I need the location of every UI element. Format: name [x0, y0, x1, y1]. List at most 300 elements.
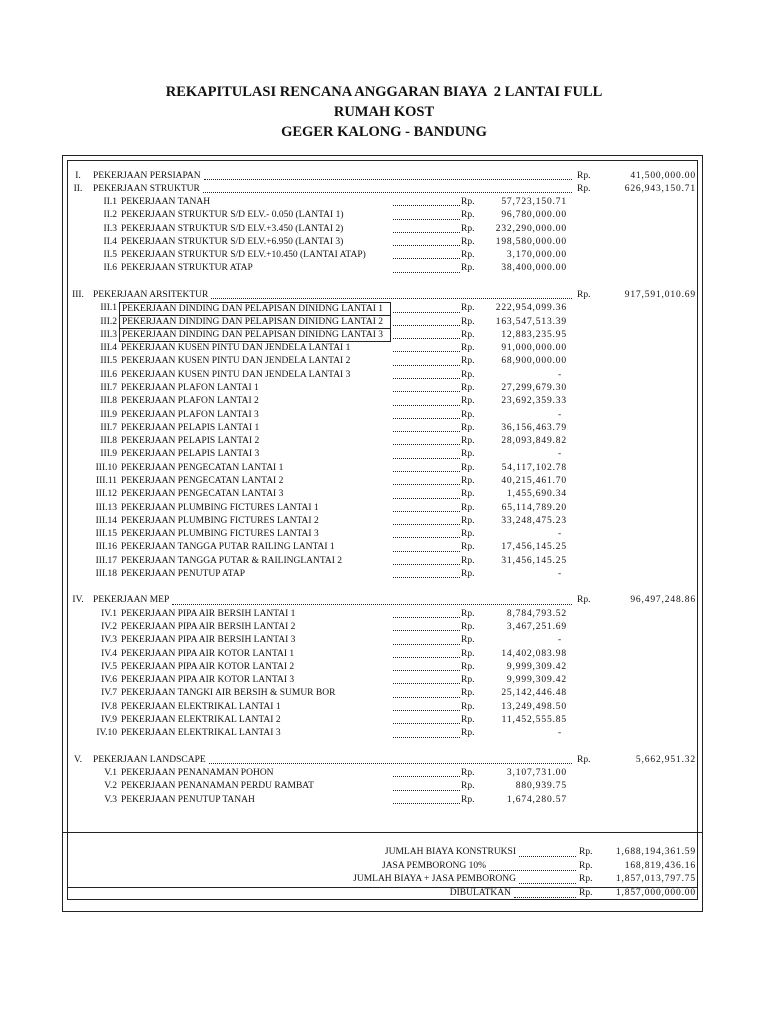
dot-leader	[393, 776, 460, 777]
currency-label: Rp.	[461, 661, 475, 672]
currency-label: Rp.	[577, 170, 591, 181]
item-label: PEKERJAAN DINDING DAN PELAPISAN DINIDNG LANTAI 1	[119, 302, 391, 315]
section-label: PEKERJAAN PERSIAPAN	[93, 170, 201, 181]
item-code: III.16	[95, 542, 117, 553]
currency-label: Rp.	[577, 595, 591, 606]
item-row	[0, 196, 768, 209]
item-code: III.15	[95, 529, 117, 540]
item-row	[0, 714, 768, 727]
summary-label: DIBULATKAN	[449, 888, 511, 899]
dot-leader	[393, 471, 460, 472]
dot-leader	[393, 272, 460, 273]
item-amount: 17,456,145.25	[501, 542, 567, 553]
item-row	[0, 648, 768, 661]
section-number: IV.	[72, 595, 84, 606]
dot-leader	[393, 657, 460, 658]
item-amount: 25,142,446.48	[501, 688, 567, 699]
summary-row	[0, 873, 768, 887]
item-amount: -	[557, 369, 562, 380]
dot-leader	[393, 205, 460, 206]
dot-leader	[393, 338, 460, 339]
currency-label: Rp.	[461, 635, 475, 646]
currency-label: Rp.	[461, 356, 475, 367]
item-code: III.12	[95, 489, 117, 500]
summary-row	[0, 887, 768, 901]
item-label: PEKERJAAN PIPA AIR BERSIH LANTAI 2	[121, 622, 296, 633]
item-code: V.2	[104, 781, 117, 792]
item-code: IV.8	[101, 701, 117, 712]
dot-leader	[393, 458, 460, 459]
section-row	[0, 170, 768, 183]
item-amount: -	[557, 635, 562, 646]
summary-row	[0, 846, 768, 860]
item-code: II.5	[103, 250, 117, 261]
item-code: IV.3	[101, 635, 117, 646]
dot-leader	[204, 179, 572, 180]
summary-totals	[0, 846, 768, 902]
item-amount: 14,402,083.98	[501, 648, 567, 659]
summary-label: JASA PEMBORONG 10%	[382, 861, 486, 872]
title-line-1: REKAPITULASI RENCANA ANGGARAN BIAYA 2 LANTAI FULL	[165, 84, 603, 100]
item-amount: 1,455,690.34	[506, 489, 567, 500]
dot-leader	[393, 617, 460, 618]
currency-label: Rp.	[461, 555, 475, 566]
item-row	[0, 794, 768, 807]
dot-leader	[393, 219, 460, 220]
summary-label-group	[270, 860, 576, 874]
item-label: PEKERJAAN TANGGA PUTAR RAILING LANTAI 1	[121, 542, 335, 553]
item-amount: 9,999,309.42	[506, 675, 567, 686]
section-amount: 96,497,248.86	[630, 595, 696, 606]
item-label: PEKERJAAN PLUMBING FICTURES LANTAI 3	[121, 529, 319, 540]
item-code: III.1	[100, 303, 117, 314]
section-row	[0, 289, 768, 302]
item-amount: 880,939.75	[515, 781, 567, 792]
dot-leader	[393, 405, 460, 406]
currency-label: Rp.	[461, 515, 475, 526]
dot-leader	[393, 444, 460, 445]
section-amount: 626,943,150.71	[624, 183, 696, 194]
item-row	[0, 462, 768, 475]
currency-label: Rp.	[461, 236, 475, 247]
item-label: PEKERJAAN STRUKTUR S/D ELV.+3.450 (LANTAI 2)	[121, 223, 344, 234]
currency-label: Rp.	[461, 223, 475, 234]
item-label: PEKERJAAN TANAH	[121, 197, 211, 208]
item-amount: 57,723,150.71	[501, 197, 567, 208]
item-label: PEKERJAAN STRUKTUR S/D ELV.+10.450 (LANTAI ATAP)	[121, 250, 366, 261]
currency-label: Rp.	[461, 250, 475, 261]
currency-label: Rp.	[461, 728, 475, 739]
currency-label: Rp.	[577, 290, 591, 301]
dot-leader	[172, 604, 572, 605]
section-label: PEKERJAAN LANDSCAPE	[93, 754, 206, 765]
item-amount: 36,156,463.79	[501, 422, 567, 433]
dot-leader	[393, 737, 460, 738]
dot-leader	[393, 537, 460, 538]
item-code: III.9	[100, 409, 117, 420]
item-row	[0, 236, 768, 249]
item-code: II.6	[103, 263, 117, 274]
dot-leader	[393, 670, 460, 671]
currency-label: Rp.	[461, 489, 475, 500]
item-code: IV.6	[101, 675, 117, 686]
item-label: PEKERJAAN PENGECATAN LANTAI 3	[121, 489, 284, 500]
item-amount: -	[557, 728, 562, 739]
item-row	[0, 528, 768, 541]
item-amount: 91,000,000.00	[501, 343, 567, 354]
section-label-group	[93, 289, 572, 302]
item-row	[0, 568, 768, 581]
item-code: III.14	[95, 515, 117, 526]
currency-label: Rp.	[579, 861, 593, 872]
section-label: PEKERJAAN STRUKTUR	[93, 183, 200, 194]
currency-label: Rp.	[461, 449, 475, 460]
section-row	[0, 594, 768, 607]
section-label: PEKERJAAN MEP	[93, 595, 170, 606]
item-row	[0, 262, 768, 275]
currency-label: Rp.	[461, 768, 475, 779]
item-label: PEKERJAAN PLUMBING FICTURES LANTAI 2	[121, 515, 319, 526]
item-row	[0, 515, 768, 528]
item-label: PEKERJAAN PELAPIS LANTAI 3	[121, 449, 260, 460]
dot-leader	[209, 763, 572, 764]
dot-leader	[393, 511, 460, 512]
summary-label-group	[270, 846, 576, 860]
item-code: IV.1	[101, 608, 117, 619]
section-amount: 5,662,951.32	[635, 754, 696, 765]
currency-label: Rp.	[461, 343, 475, 354]
item-label: PEKERJAAN STRUKTUR S/D ELV.+6.950 (LANTAI 3)	[121, 236, 344, 247]
dot-leader	[489, 870, 576, 871]
currency-label: Rp.	[461, 210, 475, 221]
dot-leader	[393, 365, 460, 366]
item-code: III.2	[100, 316, 117, 327]
document-title	[0, 82, 768, 142]
item-row	[0, 661, 768, 674]
item-amount: 96,780,000.00	[501, 210, 567, 221]
currency-label: Rp.	[577, 183, 591, 194]
item-code: III.5	[100, 356, 117, 367]
item-label: PEKERJAAN PELAPIS LANTAI 2	[121, 436, 260, 447]
item-code: III.9	[100, 449, 117, 460]
item-row	[0, 780, 768, 793]
currency-label: Rp.	[461, 197, 475, 208]
item-row	[0, 767, 768, 780]
item-label: PEKERJAAN KUSEN PINTU DAN JENDELA LANTAI 3	[121, 369, 351, 380]
section-label-group	[93, 754, 572, 767]
summary-amount: 1,688,194,361.59	[615, 847, 696, 858]
item-code: III.7	[100, 382, 117, 393]
currency-label: Rp.	[461, 329, 475, 340]
section-amount: 41,500,000.00	[630, 170, 696, 181]
currency-label: Rp.	[461, 475, 475, 486]
item-row	[0, 621, 768, 634]
item-row	[0, 541, 768, 554]
item-label: PEKERJAAN ELEKTRIKAL LANTAI 2	[121, 714, 281, 725]
item-code: V.3	[104, 794, 117, 805]
item-label: PEKERJAAN ELEKTRIKAL LANTAI 3	[121, 728, 281, 739]
section-number: II.	[73, 183, 83, 194]
item-row	[0, 502, 768, 515]
currency-label: Rp.	[461, 422, 475, 433]
summary-divider	[62, 832, 703, 833]
section-number: III.	[72, 290, 84, 301]
item-label: PEKERJAAN KUSEN PINTU DAN JENDELA LANTAI 1	[121, 343, 351, 354]
currency-label: Rp.	[579, 874, 593, 885]
item-row	[0, 316, 768, 329]
currency-label: Rp.	[461, 622, 475, 633]
item-row	[0, 355, 768, 368]
item-label: PEKERJAAN PENGECATAN LANTAI 1	[121, 462, 284, 473]
item-label: PEKERJAAN DINDING DAN PELAPISAN DINIDNG LANTAI 3	[119, 329, 391, 342]
item-label: PEKERJAAN DINDING DAN PELAPISAN DINIDNG LANTAI 2	[119, 316, 391, 329]
item-amount: 3,467,251.69	[506, 622, 567, 633]
currency-label: Rp.	[461, 303, 475, 314]
item-code: II.3	[103, 223, 117, 234]
currency-label: Rp.	[461, 781, 475, 792]
item-amount: 28,093,849.82	[501, 436, 567, 447]
currency-label: Rp.	[461, 675, 475, 686]
item-code: III.18	[95, 568, 117, 579]
item-row	[0, 302, 768, 315]
item-label: PEKERJAAN PENGECATAN LANTAI 2	[121, 475, 284, 486]
summary-amount: 1,857,000,000.00	[615, 888, 696, 899]
currency-label: Rp.	[461, 369, 475, 380]
item-amount: 33,248,475.23	[501, 515, 567, 526]
item-row	[0, 422, 768, 435]
currency-label: Rp.	[461, 648, 475, 659]
item-row	[0, 342, 768, 355]
item-row	[0, 369, 768, 382]
section-label-group	[93, 594, 572, 607]
section-number: V.	[73, 754, 82, 765]
dot-leader	[393, 484, 460, 485]
currency-label: Rp.	[461, 701, 475, 712]
item-amount: -	[557, 568, 562, 579]
summary-label: JUMLAH BIAYA + JASA PEMBORONG	[353, 874, 516, 885]
summary-amount: 1,857,013,797.75	[615, 874, 696, 885]
section-label: PEKERJAAN ARSITEKTUR	[93, 290, 209, 301]
item-amount: 8,784,793.52	[506, 608, 567, 619]
dot-leader	[393, 710, 460, 711]
currency-label: Rp.	[461, 263, 475, 274]
item-code: III.7	[100, 422, 117, 433]
item-code: III.6	[100, 369, 117, 380]
item-row	[0, 382, 768, 395]
dot-leader	[393, 790, 460, 791]
item-row	[0, 727, 768, 740]
item-amount: 3,107,731.00	[506, 768, 567, 779]
dot-leader	[211, 298, 572, 299]
item-amount: 31,456,145.25	[501, 555, 567, 566]
dot-leader	[393, 697, 460, 698]
currency-label: Rp.	[461, 502, 475, 513]
item-amount: 13,249,498.50	[501, 701, 567, 712]
item-amount: -	[557, 529, 562, 540]
item-row	[0, 555, 768, 568]
title-line-3: GEGER KALONG - BANDUNG	[281, 124, 487, 140]
dot-leader	[393, 683, 460, 684]
currency-label: Rp.	[461, 688, 475, 699]
item-amount: 232,290,000.00	[495, 223, 567, 234]
item-label: PEKERJAAN PLAFON LANTAI 3	[121, 409, 259, 420]
item-amount: 54,117,102.78	[501, 462, 567, 473]
section-number: I.	[75, 170, 81, 181]
summary-label-group	[270, 887, 576, 901]
item-row	[0, 701, 768, 714]
summary-amount: 168,819,436.16	[624, 861, 696, 872]
dot-leader	[393, 325, 460, 326]
item-amount: 23,692,359.33	[501, 396, 567, 407]
item-amount: 12,883,235.95	[501, 329, 567, 340]
currency-label: Rp.	[461, 568, 475, 579]
item-amount: 198,580,000.00	[495, 236, 567, 247]
item-amount: 3,170,000.00	[506, 250, 567, 261]
currency-label: Rp.	[461, 462, 475, 473]
dot-leader	[393, 258, 460, 259]
item-code: III.8	[100, 396, 117, 407]
item-row	[0, 687, 768, 700]
item-amount: 38,400,000.00	[501, 263, 567, 274]
dot-leader	[393, 351, 460, 352]
item-amount: 163,547,513.39	[495, 316, 567, 327]
item-label: PEKERJAAN PELAPIS LANTAI 1	[121, 422, 260, 433]
item-label: PEKERJAAN ELEKTRIKAL LANTAI 1	[121, 701, 281, 712]
dot-leader	[393, 524, 460, 525]
dot-leader	[514, 897, 576, 898]
item-label: PEKERJAAN PLAFON LANTAI 1	[121, 382, 259, 393]
item-label: PEKERJAAN TANGGA PUTAR & RAILINGLANTAI 2	[121, 555, 343, 566]
currency-label: Rp.	[461, 529, 475, 540]
item-amount: -	[557, 449, 562, 460]
item-label: PEKERJAAN PENANAMAN PERDU RAMBAT	[121, 781, 314, 792]
currency-label: Rp.	[461, 396, 475, 407]
item-row	[0, 409, 768, 422]
item-code: III.8	[100, 436, 117, 447]
summary-label-group	[270, 873, 576, 887]
section-label-group	[93, 183, 572, 196]
item-code: III.4	[100, 343, 117, 354]
item-label: PEKERJAAN STRUKTUR S/D ELV.- 0.050 (LANTAI 1)	[121, 210, 344, 221]
item-label: PEKERJAAN PIPA AIR BERSIH LANTAI 3	[121, 635, 296, 646]
item-label: PEKERJAAN KUSEN PINTU DAN JENDELA LANTAI 2	[121, 356, 351, 367]
item-row	[0, 209, 768, 222]
section-row	[0, 183, 768, 196]
dot-leader	[393, 630, 460, 631]
dot-leader	[393, 391, 460, 392]
item-code: IV.7	[101, 688, 117, 699]
dot-leader	[393, 564, 460, 565]
item-code: III.11	[95, 475, 117, 486]
item-row	[0, 674, 768, 687]
item-code: IV.2	[101, 622, 117, 633]
section-label-group	[93, 170, 572, 183]
item-code: IV.5	[101, 661, 117, 672]
summary-row	[0, 860, 768, 874]
item-row	[0, 249, 768, 262]
item-amount: 68,900,000.00	[501, 356, 567, 367]
item-row	[0, 395, 768, 408]
item-label: PEKERJAAN PIPA AIR KOTOR LANTAI 2	[121, 661, 295, 672]
currency-label: Rp.	[577, 754, 591, 765]
item-row	[0, 634, 768, 647]
item-amount: 11,452,555.85	[501, 714, 567, 725]
item-row	[0, 435, 768, 448]
item-row	[0, 475, 768, 488]
item-label: PEKERJAAN PIPA AIR KOTOR LANTAI 1	[121, 648, 295, 659]
summary-label: JUMLAH BIAYA KONSTRUKSI	[384, 847, 516, 858]
dot-leader	[519, 883, 576, 884]
dot-leader	[393, 418, 460, 419]
dot-leader	[393, 312, 460, 313]
currency-label: Rp.	[461, 714, 475, 725]
dot-leader	[393, 723, 460, 724]
item-label: PEKERJAAN PIPA AIR BERSIH LANTAI 1	[121, 608, 296, 619]
item-label: PEKERJAAN STRUKTUR ATAP	[121, 263, 253, 274]
item-amount: 1,674,280.57	[506, 794, 567, 805]
dot-leader	[519, 856, 576, 857]
item-label: PEKERJAAN TANGKI AIR BERSIH & SUMUR BOR	[121, 688, 336, 699]
item-code: IV.9	[101, 714, 117, 725]
dot-leader	[203, 192, 572, 193]
item-row	[0, 329, 768, 342]
item-label: PEKERJAAN PENUTUP ATAP	[121, 568, 245, 579]
item-amount: 222,954,099.36	[495, 303, 567, 314]
currency-label: Rp.	[579, 847, 593, 858]
currency-label: Rp.	[461, 608, 475, 619]
item-amount: 27,299,679.30	[501, 382, 567, 393]
cost-breakdown-table	[0, 170, 768, 810]
currency-label: Rp.	[461, 382, 475, 393]
item-row	[0, 488, 768, 501]
dot-leader	[393, 644, 460, 645]
item-code: II.4	[103, 236, 117, 247]
item-code: IV.4	[101, 648, 117, 659]
item-amount: 9,999,309.42	[506, 661, 567, 672]
item-row	[0, 448, 768, 461]
currency-label: Rp.	[461, 316, 475, 327]
item-amount: -	[557, 409, 562, 420]
item-code: II.1	[103, 197, 117, 208]
currency-label: Rp.	[461, 794, 475, 805]
currency-label: Rp.	[461, 542, 475, 553]
item-amount: 65,114,789.20	[501, 502, 567, 513]
item-amount: 40,215,461.70	[501, 475, 567, 486]
item-code: III.17	[95, 555, 117, 566]
item-code: IV.10	[96, 728, 117, 739]
dot-leader	[393, 498, 460, 499]
dot-leader	[393, 378, 460, 379]
currency-label: Rp.	[579, 888, 593, 899]
item-label: PEKERJAAN PIPA AIR KOTOR LANTAI 3	[121, 675, 295, 686]
dot-leader	[393, 577, 460, 578]
item-row	[0, 608, 768, 621]
item-label: PEKERJAAN PENANAMAN POHON	[121, 768, 274, 779]
dot-leader	[393, 551, 460, 552]
item-label: PEKERJAAN PLUMBING FICTURES LANTAI 1	[121, 502, 319, 513]
item-label: PEKERJAAN PLAFON LANTAI 2	[121, 396, 259, 407]
currency-label: Rp.	[461, 436, 475, 447]
dot-leader	[393, 803, 460, 804]
dot-leader	[393, 232, 460, 233]
dot-leader	[393, 431, 460, 432]
item-code: III.3	[100, 329, 117, 340]
section-row	[0, 754, 768, 767]
item-code: III.13	[95, 502, 117, 513]
title-line-2: RUMAH KOST	[333, 104, 435, 120]
item-code: III.10	[95, 462, 117, 473]
item-label: PEKERJAAN PENUTUP TANAH	[121, 794, 255, 805]
